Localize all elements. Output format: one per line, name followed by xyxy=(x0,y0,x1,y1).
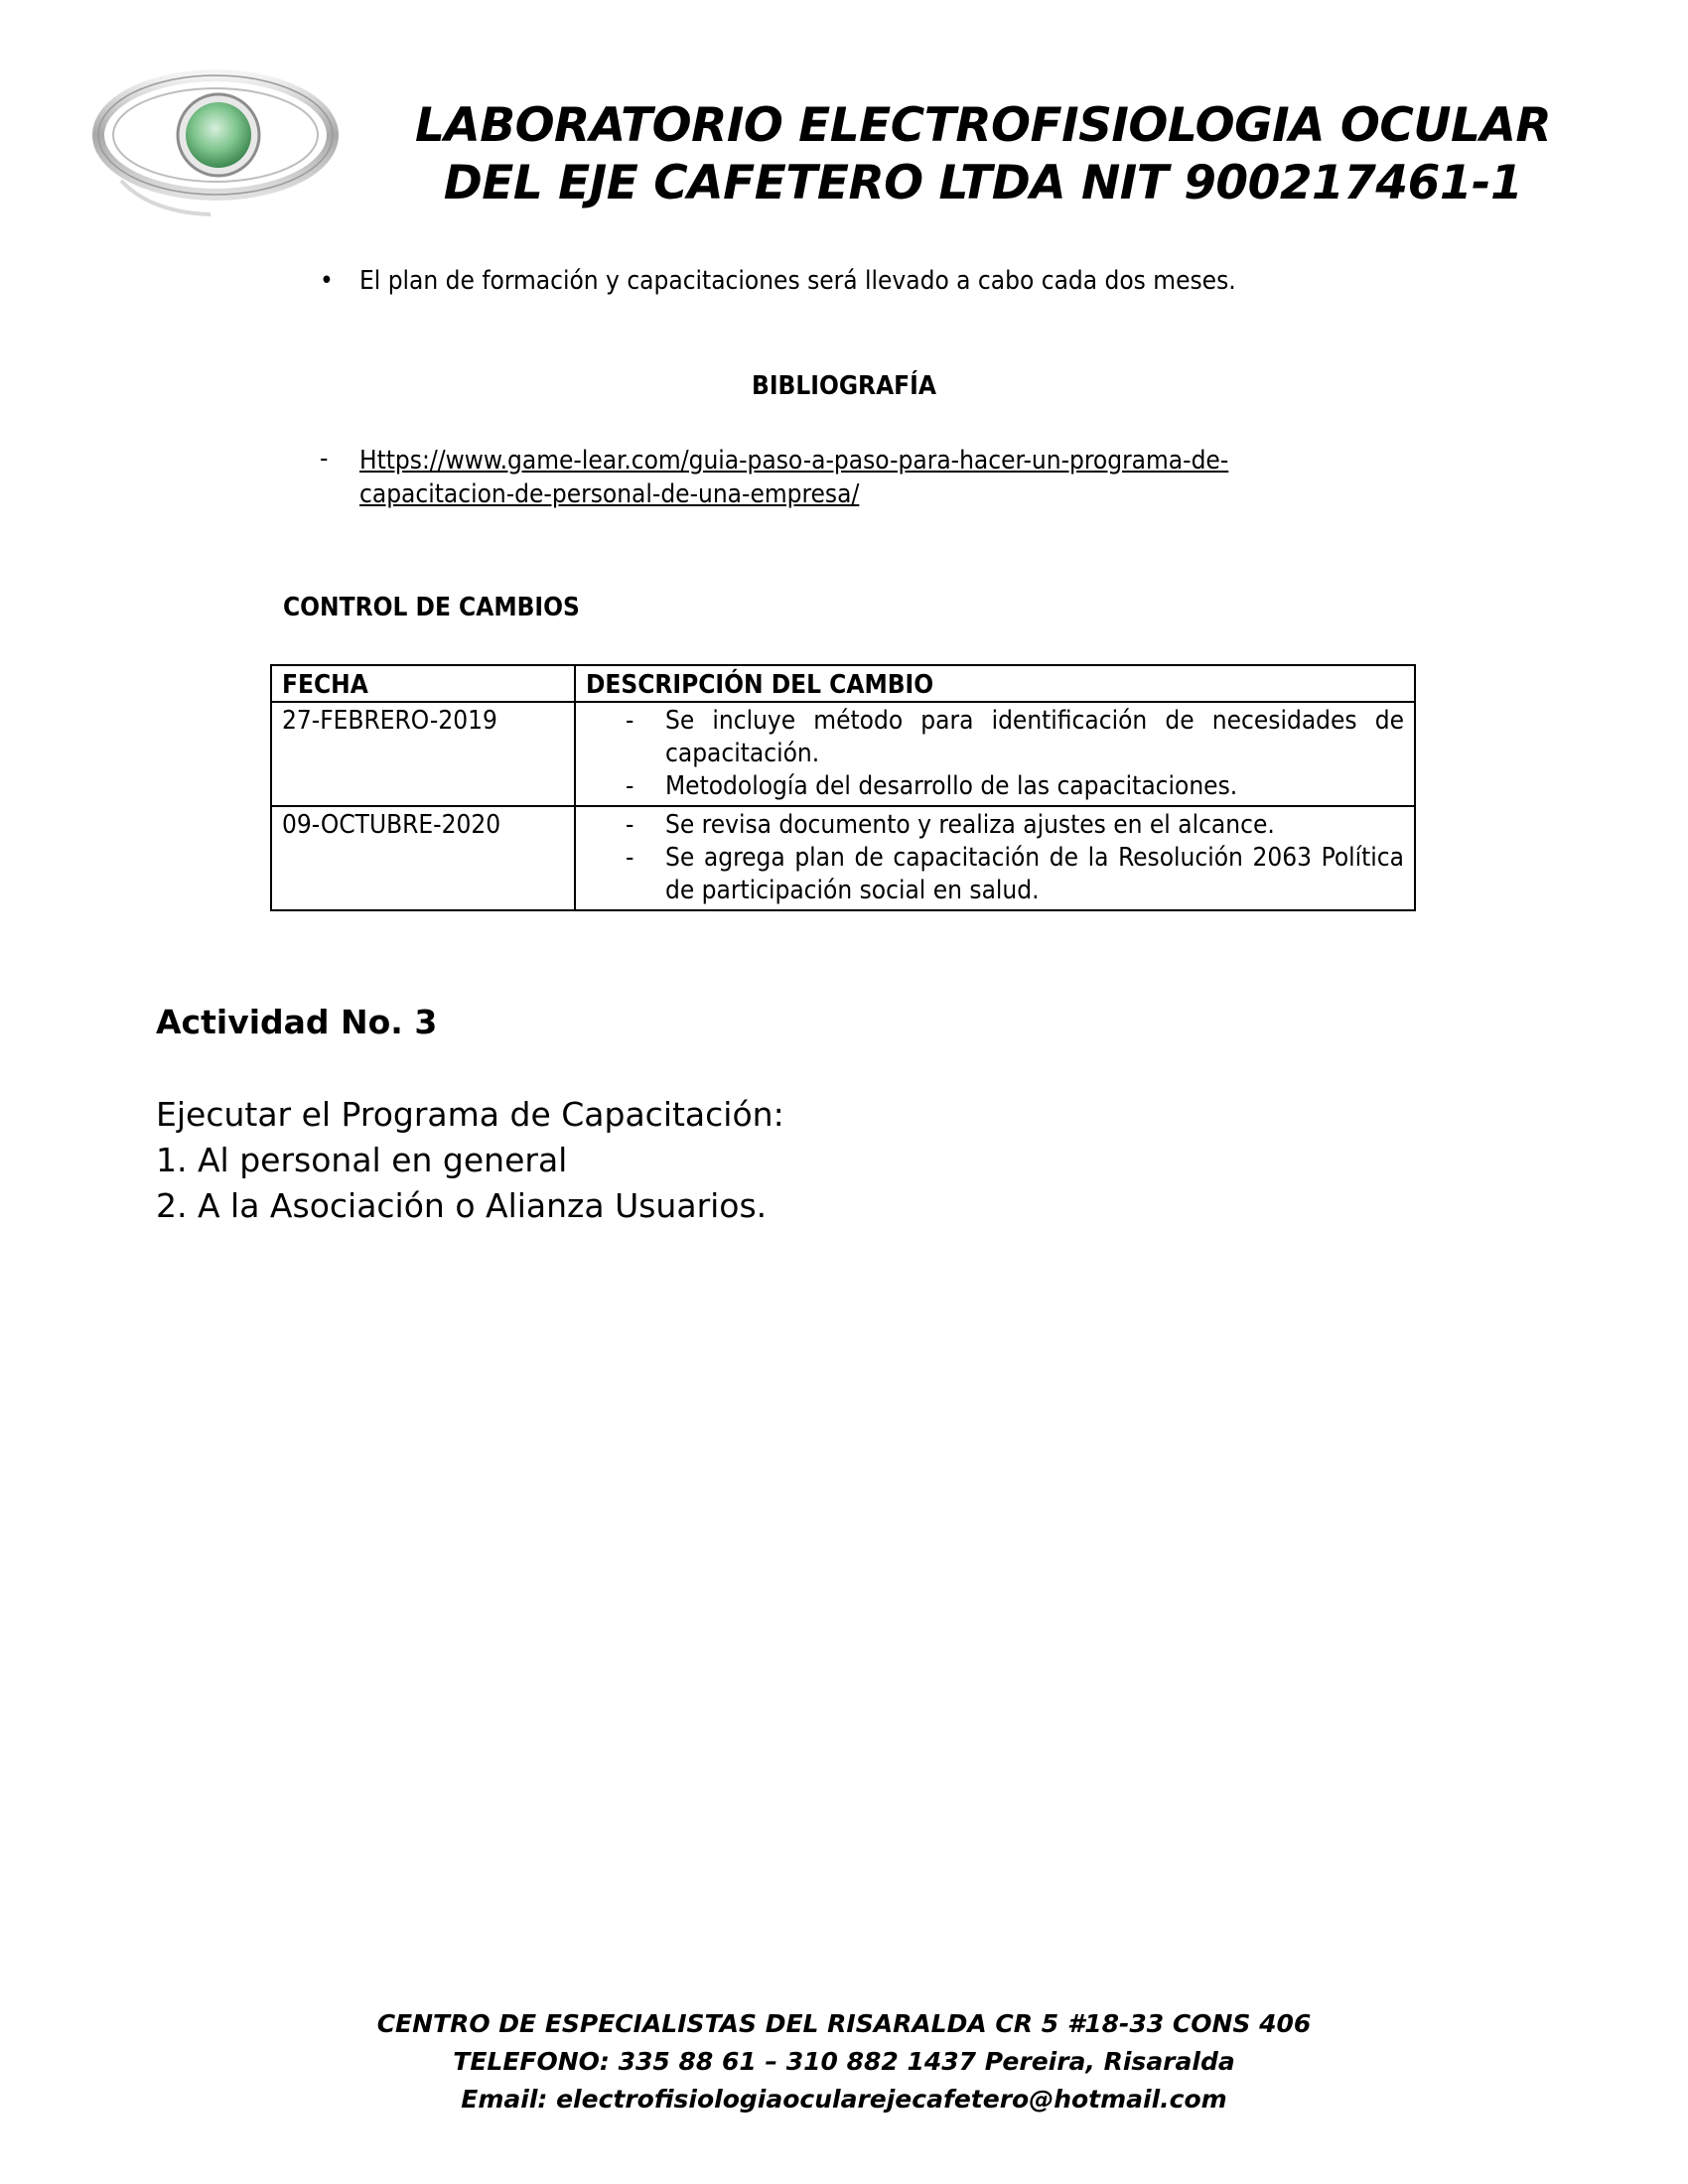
change-item-text: Se revisa documento y realiza ajustes en el alcance. xyxy=(665,810,1275,840)
changes-table xyxy=(270,664,1416,911)
change-date: 27-FEBRERO-2019 xyxy=(271,702,575,806)
eye-logo-icon xyxy=(91,64,340,232)
bibliography-link[interactable] xyxy=(359,444,1313,511)
document-footer xyxy=(0,2005,1688,2118)
change-item: - Se revisa documento y realiza ajustes en el alcance. xyxy=(626,810,1275,840)
control-changes-heading: CONTROL DE CAMBIOS xyxy=(283,593,580,622)
column-header-description: DESCRIPCIÓN DEL CAMBIO xyxy=(575,665,1415,702)
footer-phone: TELEFONO: 335 88 61 – 310 882 1437 Pereira, Risaralda xyxy=(453,2047,1235,2076)
column-header-date: FECHA xyxy=(271,665,575,702)
footer-email: Email: electrofisiologiaocularejecafetero@hotmail.com xyxy=(461,2085,1227,2114)
activity-body xyxy=(156,1092,784,1229)
change-item: - Se agrega plan de capacitación de la Resolución 2063 Política de participación social en salud. xyxy=(626,843,1404,905)
bibliography-link-line2[interactable]: capacitacion-de-personal-de-una-empresa/ xyxy=(359,479,860,509)
change-item: - Metodología del desarrollo de las capacitaciones. xyxy=(626,771,1238,801)
table-row xyxy=(271,702,1415,806)
change-item-text: Se agrega plan de capacitación de la Resolución 2063 Política de participación social en salud. xyxy=(665,843,1404,905)
change-date: 09-OCTUBRE-2020 xyxy=(271,806,575,910)
activity-heading: Actividad No. 3 xyxy=(156,1003,438,1041)
change-item: - Se incluye método para identificación de necesidades de capacitación. xyxy=(626,706,1404,768)
bibliography-dash: - xyxy=(320,444,329,474)
table-row xyxy=(271,806,1415,910)
activity-list-item: 1. Al personal en general xyxy=(156,1141,568,1179)
change-item-text: Metodología del desarrollo de las capacitaciones. xyxy=(665,771,1238,801)
change-description xyxy=(575,702,1415,806)
change-description xyxy=(575,806,1415,910)
footer-address: CENTRO DE ESPECIALISTAS DEL RISARALDA CR 5 #18-33 CONS 406 xyxy=(376,2009,1312,2038)
change-item-text: Se incluye método para identificación de necesidades de capacitación. xyxy=(665,706,1404,768)
header-title-line1: LABORATORIO ELECTROFISIOLOGIA OCULAR xyxy=(414,98,1552,153)
bibliography-heading: BIBLIOGRAFÍA xyxy=(752,371,936,401)
document-header xyxy=(397,97,1569,212)
activity-list-item: 2. A la Asociación o Alianza Usuarios. xyxy=(156,1186,768,1225)
table-header-row xyxy=(271,665,1415,702)
bullet-icon: • xyxy=(320,266,334,296)
activity-intro: Ejecutar el Programa de Capacitación: xyxy=(156,1095,784,1134)
header-title-line2: DEL EJE CAFETERO LTDA NIT 900217461-1 xyxy=(443,156,1523,210)
bibliography-link-line1[interactable]: Https://www.game-lear.com/guia-paso-a-paso-para-hacer-un-programa-de- xyxy=(359,446,1229,476)
intro-bullet-text: El plan de formación y capacitaciones será llevado a cabo cada dos meses. xyxy=(359,266,1236,296)
